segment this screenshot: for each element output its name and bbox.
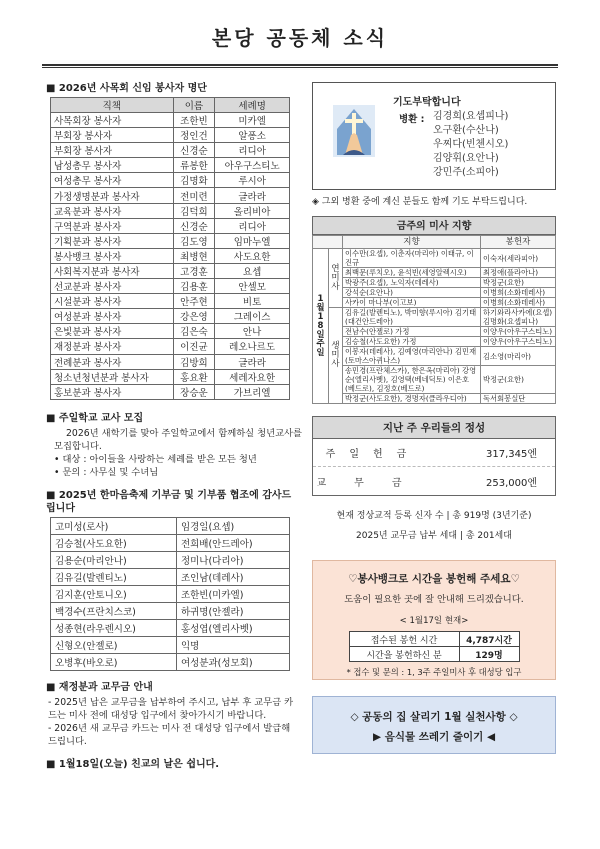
mass-intention: 이봉자(데레사), 김예영(마리안나) 김민재(토마스아퀴나스)	[343, 347, 481, 366]
volunteer-bank-box	[312, 560, 556, 680]
praying-hands-icon	[333, 105, 375, 157]
volunteer-name: 김용훈	[173, 279, 215, 294]
stat-households: 2025년 교무금 납부 세대 | 총 201세대	[356, 531, 512, 541]
volunteer-row	[51, 233, 290, 248]
mass-offerer: 이숙자(세라피아)	[481, 249, 556, 268]
donor-name: 김유길(발렌티노)	[51, 568, 177, 585]
volunteer-row	[51, 143, 290, 158]
volunteers-column-header: 이름	[173, 98, 215, 113]
volunteer-row	[51, 218, 290, 233]
volunteer-role: 재정분과 봉사자	[51, 339, 174, 354]
donor-name: 임경일(요셉)	[176, 517, 289, 534]
volunteer-baptismal-name: 알퐁소	[215, 128, 290, 143]
volunteer-name: 김덕희	[173, 203, 215, 218]
mass-offerer: 이양우(아우구스티노)	[481, 337, 556, 347]
donor-name: 조인남(데레사)	[176, 568, 289, 585]
mass-offerer: 박정군(요한)	[481, 278, 556, 288]
prayer-box	[312, 82, 556, 190]
volunteer-row	[51, 128, 290, 143]
left-column	[46, 82, 302, 773]
volunteer-baptismal-name: 글라라	[215, 354, 290, 369]
mass-intention: 전남수(안젤로) 가정	[343, 327, 481, 337]
mass-intention: 이수만(요셉), 이춘자(마리아) 이태규, 이진규	[343, 249, 481, 268]
donor-name: 전희배(안드레아)	[176, 534, 289, 551]
volunteers-column-header: 세례명	[215, 98, 290, 113]
volunteer-role: 봉사뱅크 봉사자	[51, 248, 174, 263]
finance-row	[313, 467, 555, 495]
prayer-note: ◈ 그외 병환 중에 계신 분들도 함께 기도 부탁드립니다.	[312, 197, 528, 207]
donor-name: 홍성엽(엘리사벳)	[176, 619, 289, 636]
mass-heading: 금주의 미사 지향	[312, 216, 556, 235]
volunteer-row	[51, 354, 290, 369]
donor-name: 오병후(바오로)	[51, 653, 177, 670]
volunteer-row	[51, 279, 290, 294]
mass-date	[313, 249, 329, 404]
vertical-char: 미	[331, 350, 340, 360]
volunteer-role: 여성분과 봉사자	[51, 309, 174, 324]
mass-group-label	[329, 308, 343, 404]
mass-offerer: 독서회봉실단	[481, 394, 556, 404]
mass-offerer: 김소영(마리아)	[481, 347, 556, 366]
sunday-school-target: • 대상 : 아이들을 사랑하는 세례를 받은 모든 청년	[54, 453, 257, 465]
mass-table	[312, 235, 556, 404]
donor-name: 백경수(프란치스코)	[51, 602, 177, 619]
mass-intention: 박정군(사도요한), 경명자(클라우디아)	[343, 394, 481, 404]
volunteer-baptismal-name: 루시아	[215, 173, 290, 188]
mass-column-header: 지향	[343, 236, 481, 249]
volunteer-name: 정인건	[173, 128, 215, 143]
mass-row	[313, 268, 556, 278]
volunteer-baptismal-name: 글라라	[215, 188, 290, 203]
volunteer-baptismal-name: 안셀모	[215, 279, 290, 294]
mass-row	[313, 394, 556, 404]
volunteer-role: 청소년청년분과 봉사자	[51, 369, 174, 384]
mass-column-header: 봉헌자	[481, 236, 556, 249]
volunteer-name: 신경순	[173, 218, 215, 233]
volunteer-role: 교육분과 봉사자	[51, 203, 174, 218]
volunteer-name: 신경순	[173, 143, 215, 158]
volunteer-name: 김은숙	[173, 324, 215, 339]
volunteer-role: 구역분과 봉사자	[51, 218, 174, 233]
volunteer-row	[51, 203, 290, 218]
volunteer-baptismal-name: 요셉	[215, 263, 290, 278]
donor-name: 김지훈(안토니오)	[51, 585, 177, 602]
finance-value: 317,345엔	[485, 449, 537, 460]
mass-row	[313, 337, 556, 347]
mass-row	[313, 288, 556, 298]
finance-value: 253,000엔	[485, 477, 537, 489]
mass-intention: 박광주(요셉), 노익자(데레사)	[343, 278, 481, 288]
volunteer-role: 시설분과 봉사자	[51, 294, 174, 309]
volunteer-name: 전미련	[173, 188, 215, 203]
mass-row	[313, 308, 556, 327]
volunteer-role: 남성총무 봉사자	[51, 158, 174, 173]
donation-table	[50, 517, 290, 671]
bank-row	[349, 632, 519, 647]
parish-stats	[312, 506, 556, 546]
bank-value: 4,787시간	[459, 632, 519, 647]
mass-row	[313, 249, 556, 268]
volunteer-row	[51, 369, 290, 384]
volunteer-role: 사회복지분과 봉사자	[51, 263, 174, 278]
bank-row	[349, 647, 519, 662]
mass-row	[313, 327, 556, 337]
finance-card-heading: ■ 재정분과 교무금 안내	[46, 681, 153, 693]
donor-row	[51, 619, 290, 636]
finance-card-item: - 2026년 새 교무금 카드는 미사 전 대성당 입구에서 발급해 드립니다.	[48, 722, 291, 747]
holiday-note: ■ 1월18일(오늘) 친교의 날은 쉽니다.	[46, 758, 220, 770]
practice-item: ▶ 음식물 쓰레기 줄이기 ◀	[372, 731, 496, 743]
mass-offerer: 박정군(요한)	[481, 366, 556, 394]
volunteer-row	[51, 248, 290, 263]
bank-subtitle: 도움이 필요한 곳에 잘 안내해 드리겠습니다.	[344, 594, 524, 605]
donor-name: 익명	[176, 636, 289, 653]
mass-intention: 사카이 마나부(이고보)	[343, 298, 481, 308]
mass-row	[313, 298, 556, 308]
sick-name: 김양휘(요안나)	[433, 153, 499, 164]
mass-intention: 최백문(루치오), 윤석빈(세영알렉시오)	[343, 268, 481, 278]
volunteer-name: 최병현	[173, 248, 215, 263]
finance-row	[313, 439, 555, 467]
volunteer-baptismal-name: 안나	[215, 324, 290, 339]
bank-value: 129명	[459, 647, 519, 662]
right-column	[312, 82, 556, 754]
mass-offerer: 이병희(소화데레사)	[481, 288, 556, 298]
volunteer-row	[51, 384, 290, 399]
mass-group-label	[329, 249, 343, 308]
prayer-title: 기도부탁합니다	[393, 97, 461, 108]
mass-offerer: 하기와라사카에(요셉) 김명화(요셉피나)	[481, 308, 556, 327]
bank-date: < 1월17일 현재>	[399, 616, 469, 626]
volunteers-heading: ■ 2026년 사목회 신임 봉사자 명단	[46, 83, 207, 94]
donor-name: 조한빈(미카엘)	[176, 585, 289, 602]
sick-name: 우찌다(빈첸시오)	[433, 139, 509, 150]
practice-title: ◇ 공동의 집 살리기 1월 실천사항 ◇	[350, 711, 518, 723]
donor-row	[51, 534, 290, 551]
sunday-school-contact: • 문의 : 사무실 및 수녀님	[54, 466, 159, 478]
volunteer-name: 장승운	[173, 384, 215, 399]
vertical-char: 사	[331, 281, 340, 292]
volunteer-row	[51, 173, 290, 188]
volunteer-baptismal-name: 아우구스티노	[215, 158, 290, 173]
volunteer-baptismal-name: 미카엘	[215, 113, 290, 128]
volunteer-row	[51, 324, 290, 339]
vertical-char: 사	[331, 359, 340, 369]
donor-name: 성종현(라우렌시오)	[51, 619, 177, 636]
mass-row	[313, 278, 556, 288]
mass-offerer: 이양우(아우구스티노)	[481, 327, 556, 337]
donor-row	[51, 602, 290, 619]
mass-row	[313, 347, 556, 366]
volunteer-role: 여성총무 봉사자	[51, 173, 174, 188]
donor-name: 고미성(로사)	[51, 517, 177, 534]
vertical-char: 월	[316, 302, 325, 313]
sick-label: 병환 :	[399, 114, 425, 125]
volunteer-baptismal-name: 올리비아	[215, 203, 290, 218]
volunteer-row	[51, 113, 290, 128]
volunteer-baptismal-name: 가브리엘	[215, 384, 290, 399]
bank-title: ♡봉사뱅크로 시간을 봉헌해 주세요♡	[348, 573, 520, 585]
volunteer-baptismal-name: 사도요한	[215, 248, 290, 263]
donor-row	[51, 517, 290, 534]
volunteer-name: 홍요환	[173, 369, 215, 384]
volunteer-baptismal-name: 임마누엘	[215, 233, 290, 248]
sick-name: 강민주(소피아)	[433, 167, 499, 178]
mass-row	[313, 366, 556, 394]
donor-name: 김승철(사도요한)	[51, 534, 177, 551]
volunteer-name: 강은영	[173, 309, 215, 324]
sunday-school-text: 2026년 새학기를 맞아 주일학교에서 함께하실 청년교사를 모집합니다.	[54, 427, 303, 452]
donor-name: 여성분과(성모회)	[176, 653, 289, 670]
sick-name: 오구환(수산나)	[433, 125, 499, 136]
title-divider	[42, 64, 558, 68]
mass-intention: 송민경(프란체스카), 한은옥(마리아) 강영순(엘리사벳), 김영택(베네딕토) 이은호(베드로), 김정호(베드로)	[343, 366, 481, 394]
volunteer-baptismal-name: 리디아	[215, 218, 290, 233]
vertical-char: 생	[331, 341, 340, 351]
volunteer-role: 부회장 봉사자	[51, 128, 174, 143]
vertical-char: 8	[317, 320, 324, 331]
volunteer-role: 홍보분과 봉사자	[51, 384, 174, 399]
volunteer-name: 이진균	[173, 339, 215, 354]
finance-label: 주일헌금	[325, 449, 421, 460]
vertical-char: 1	[317, 311, 324, 322]
finance-title: 지난 주 우리들의 정성	[313, 417, 555, 439]
volunteer-row	[51, 309, 290, 324]
sick-name: 김경희(요셉피나)	[433, 111, 509, 122]
volunteer-row	[51, 188, 290, 203]
volunteer-role: 기획분과 봉사자	[51, 233, 174, 248]
vertical-char: 1	[317, 293, 324, 304]
volunteer-baptismal-name: 리디아	[215, 143, 290, 158]
volunteer-row	[51, 263, 290, 278]
finance-label: 교무금	[316, 477, 430, 489]
volunteer-baptismal-name: 비토	[215, 294, 290, 309]
volunteer-name: 안주현	[173, 294, 215, 309]
sick-list	[433, 110, 508, 180]
volunteer-role: 선교분과 봉사자	[51, 279, 174, 294]
bank-note: * 접수 및 문의 : 1, 3주 주일미사 후 대성당 입구	[346, 667, 522, 677]
donor-row	[51, 653, 290, 670]
volunteer-name: 김도영	[173, 233, 215, 248]
stat-members: 현재 정상교적 등록 신자 수 | 총 919명 (3년기준)	[336, 511, 532, 521]
volunteers-table	[50, 97, 290, 400]
donor-row	[51, 568, 290, 585]
volunteer-row	[51, 294, 290, 309]
bank-label: 접수된 봉헌 시간	[349, 632, 459, 647]
donor-name: 정미나(다리아)	[176, 551, 289, 568]
donor-row	[51, 585, 290, 602]
volunteer-baptismal-name: 그레이스	[215, 309, 290, 324]
donation-heading: ■ 2025년 한마음축제 기부금 및 기부품 협조에 감사드립니다	[46, 489, 292, 514]
mass-intention: 김승철(사도요한) 가정	[343, 337, 481, 347]
mass-offerer: 이병희(소화데레사)	[481, 298, 556, 308]
donor-name: 신형오(안젤로)	[51, 636, 177, 653]
mass-header-blank	[313, 236, 343, 249]
volunteer-role: 사목회장 봉사자	[51, 113, 174, 128]
volunteer-baptismal-name: 세레자요한	[215, 369, 290, 384]
donor-name: 하귀명(안젤라)	[176, 602, 289, 619]
vertical-char: 미	[331, 272, 340, 283]
volunteer-row	[51, 158, 290, 173]
vertical-char: 연	[331, 263, 340, 274]
donor-row	[51, 636, 290, 653]
volunteer-role: 부회장 봉사자	[51, 143, 174, 158]
volunteer-row	[51, 339, 290, 354]
page-title: 본당 공동체 소식	[211, 26, 389, 50]
vertical-char: 주	[316, 338, 325, 349]
volunteer-baptismal-name: 레오나르도	[215, 339, 290, 354]
volunteer-name: 김명화	[173, 173, 215, 188]
volunteer-role: 가정생명분과 봉사자	[51, 188, 174, 203]
volunteer-name: 류봉한	[173, 158, 215, 173]
volunteers-column-header: 직책	[51, 98, 174, 113]
bank-label: 시간을 봉헌하신 분	[349, 647, 459, 662]
practice-box	[312, 696, 556, 754]
donor-name: 김용순(마리안나)	[51, 551, 177, 568]
volunteer-name: 조한빈	[173, 113, 215, 128]
mass-intention: 강석순(요안나)	[343, 288, 481, 298]
vertical-char: 일	[316, 329, 325, 340]
volunteer-name: 김방희	[173, 354, 215, 369]
volunteer-role: 은빛분과 봉사자	[51, 324, 174, 339]
finance-card-item: - 2025년 납은 교무금을 납부하여 주시고, 납부 후 교무금 카드는 미사 전에 대성당 입구에서 찾아가시기 바랍니다.	[48, 696, 294, 721]
finance-box	[312, 416, 556, 496]
vertical-char: 일	[316, 347, 325, 358]
volunteer-name: 고경훈	[173, 263, 215, 278]
mass-header-row	[313, 236, 556, 249]
mass-offerer: 최정애(플라아나)	[481, 268, 556, 278]
mass-intention: 김유길(발렌티노), 박미향(루시아) 김기태(대건안드레아)	[343, 308, 481, 327]
volunteer-role: 전례분과 봉사자	[51, 354, 174, 369]
donor-row	[51, 551, 290, 568]
bank-table	[349, 631, 520, 662]
sunday-school-heading: ■ 주일학교 교사 모집	[46, 412, 144, 424]
